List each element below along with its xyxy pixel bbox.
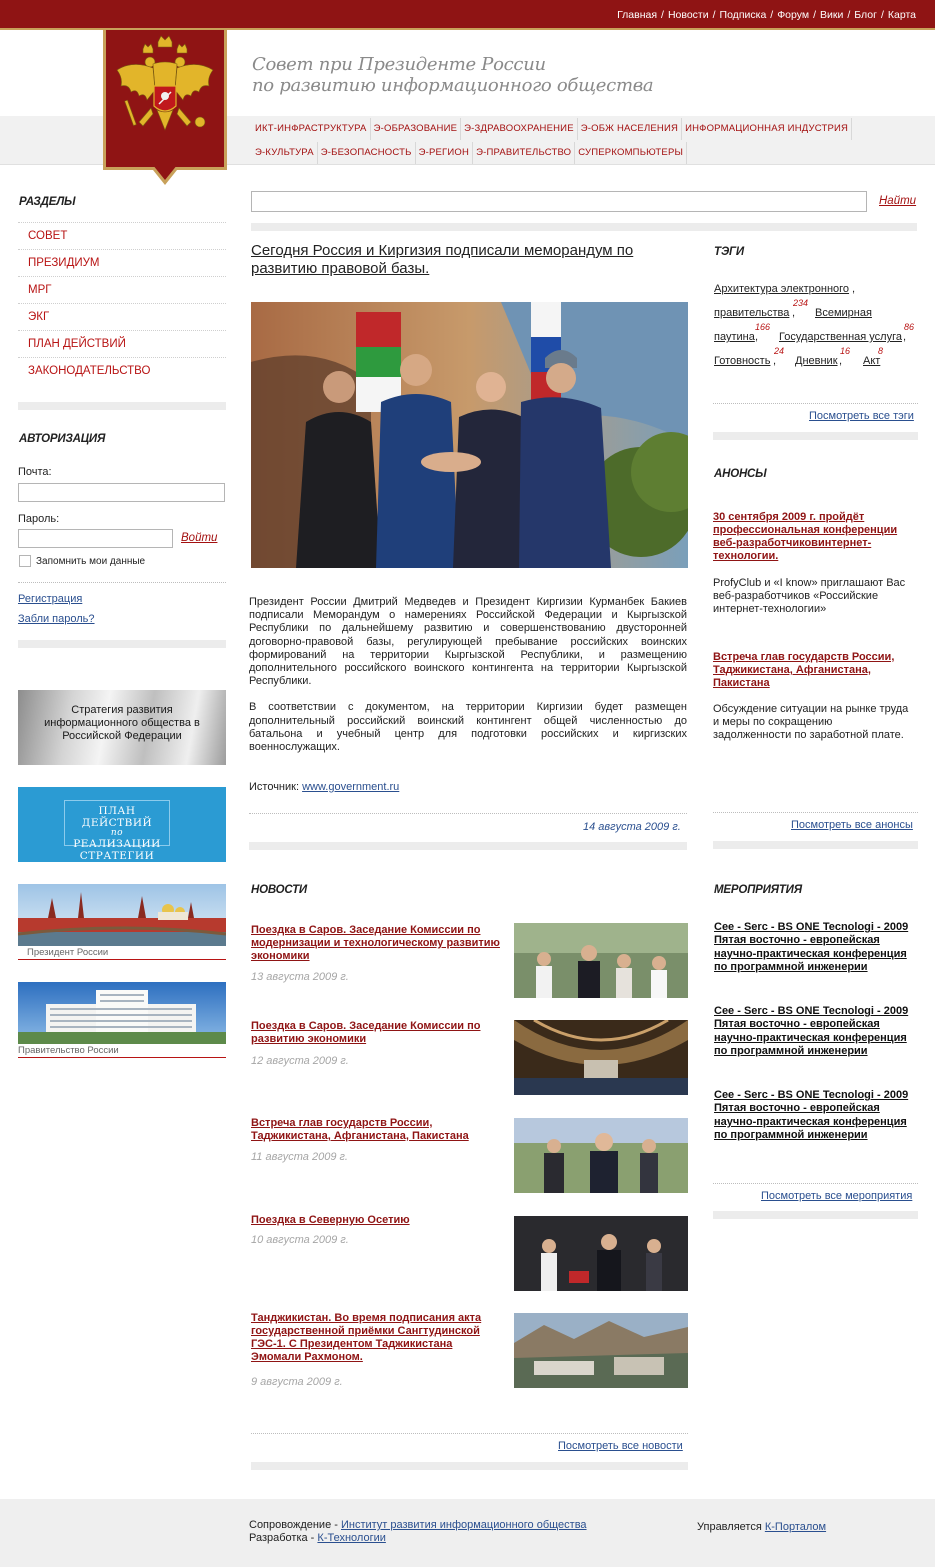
site-title-line2: по развитию информационного общества xyxy=(252,75,654,96)
strategy-banner-text: Стратегия развития информационного общества в Российской Федерации xyxy=(44,704,200,742)
category-e-security[interactable]: Э-БЕЗОПАСНОСТЬ xyxy=(318,142,416,164)
category-supercomputers[interactable]: СУПЕРКОМПЬЮТЕРЫ xyxy=(575,142,687,164)
sections-menu xyxy=(18,222,226,384)
tag-count: 86 xyxy=(904,322,915,332)
forgot-password-link[interactable]: Забли пароль? xyxy=(18,613,95,625)
sidebar-divider xyxy=(18,402,226,410)
anons-divider xyxy=(713,812,918,813)
site-title-line1: Совет при Президенте России xyxy=(252,54,546,75)
news-item-title xyxy=(251,924,501,963)
all-tags-link[interactable]: Посмотреть все тэги xyxy=(809,410,914,422)
news-item-date: 12 августа 2009 г. xyxy=(251,1055,349,1067)
article-date: 14 августа 2009 г. xyxy=(583,821,681,833)
category-e-population[interactable]: Э-ОБЖ НАСЕЛЕНИЯ xyxy=(578,118,682,140)
sidebar-divider xyxy=(18,640,226,648)
remember-label: Запомнить мои данные xyxy=(36,556,146,567)
event-item-description: Пятая восточно - европейская научно-практическая конференция по программной инженерии xyxy=(714,1018,907,1058)
news-item-date: 9 августа 2009 г. xyxy=(251,1376,343,1388)
footer-dev xyxy=(249,1532,386,1544)
tag-suffix: , xyxy=(852,283,856,295)
password-field[interactable] xyxy=(18,529,173,548)
category-ict-infrastructure[interactable]: ИКТ-ИНФРАСТРУКТУРА xyxy=(252,118,371,140)
email-field[interactable] xyxy=(18,483,225,502)
sidebar-item-legislation[interactable]: ЗАКОНОДАТЕЛЬСТВО xyxy=(18,357,226,384)
footer-managed-link[interactable]: К-Порталом xyxy=(764,1521,827,1533)
footer-managed-label: Управляется xyxy=(697,1521,762,1533)
source-link[interactable]: www.government.ru xyxy=(302,781,400,793)
article-bottom-bar xyxy=(249,842,687,850)
tag-suffix: , xyxy=(773,355,777,367)
category-e-education[interactable]: Э-ОБРАЗОВАНИЕ xyxy=(371,118,462,140)
news-item-link[interactable]: Поездка в Северную Осетию xyxy=(251,1214,410,1226)
tags-divider xyxy=(713,403,918,404)
event-item[interactable] xyxy=(714,1005,914,1059)
topnav-separator: / xyxy=(813,9,817,21)
action-plan-banner-line4: СТРАТЕГИИ xyxy=(79,850,155,862)
source-label: Источник: xyxy=(249,781,300,793)
tag-count: 166 xyxy=(755,322,771,332)
tag-suffix: , xyxy=(903,331,907,343)
category-e-healthcare[interactable]: Э-ЗДРАВООХРАНЕНИЕ xyxy=(461,118,578,140)
event-item-name: Cee - Serc - BS ONE Tecnologi - 2009 xyxy=(714,1089,909,1101)
news-item-date: 13 августа 2009 г. xyxy=(251,971,349,983)
anons-item-link[interactable]: Встреча глав государств России, Таджикистана, Афганистана, Пакистана xyxy=(713,651,895,689)
all-events-link[interactable]: Посмотреть все мероприятия xyxy=(761,1190,913,1202)
news-bottom-bar xyxy=(251,1462,688,1470)
sections-title: РАЗДЕЛЫ xyxy=(19,196,76,208)
search-button[interactable]: Найти xyxy=(879,195,917,207)
article-paragraph-2: В соответствии с документом, на территории Киргизии будет размещен дополнительный российский воинский контингент общей численностью до батальона и учебный центр для подготовки российских и киргизских военнослужащих. xyxy=(249,701,687,754)
tag-link[interactable]: Дневник xyxy=(795,355,838,367)
password-label: Пароль: xyxy=(18,513,60,525)
topnav-subscribe[interactable]: Подписка xyxy=(719,9,767,21)
top-navigation xyxy=(617,9,916,21)
article-source xyxy=(249,781,399,793)
login-button[interactable]: Войти xyxy=(181,532,218,544)
event-item-name: Cee - Serc - BS ONE Tecnologi - 2009 xyxy=(714,921,909,933)
action-plan-banner[interactable] xyxy=(18,787,226,862)
article-paragraph-1: Президент России Дмитрий Медведев и Президент Киргизии Курманбек Бакиев подписали Меморандум о намерениях Российской Федерации и Кыргызской Республики по дальнейшему развитию и совершенствованию двусторонней договорно-правовой базы, регулирующей пребывание российских воинских формирований на территории Кыргызской Республики, и размещению дополнительного российского воинского контингента на территории Кыргызской Республики. xyxy=(249,596,687,688)
footer-dev-label: Разработка - xyxy=(249,1532,315,1544)
category-row-2 xyxy=(252,141,852,165)
topnav-blog[interactable]: Блог xyxy=(854,9,877,21)
tag-suffix: , xyxy=(755,331,759,343)
email-label: Почта: xyxy=(18,466,52,478)
category-row-1 xyxy=(252,117,852,141)
sidebar-item-mrg[interactable]: МРГ xyxy=(18,276,226,303)
footer-dev-link[interactable]: К-Технологии xyxy=(317,1532,386,1544)
caption-underline xyxy=(18,959,226,960)
tag-link[interactable]: Государственная услуга xyxy=(779,331,902,343)
topnav-separator: / xyxy=(661,9,664,21)
topnav-forum[interactable]: Форум xyxy=(777,9,810,21)
events-bottom-bar xyxy=(713,1211,918,1219)
news-thumbnail[interactable] xyxy=(514,1216,688,1291)
category-navigation xyxy=(252,117,852,165)
topnav-separator: / xyxy=(770,9,774,21)
tag-link[interactable]: Архитектура электронного xyxy=(714,283,850,295)
all-anons-link[interactable]: Посмотреть все анонсы xyxy=(791,819,913,831)
news-thumbnail[interactable] xyxy=(514,1020,688,1095)
news-item-title xyxy=(251,1117,501,1143)
kremlin-image[interactable] xyxy=(18,884,226,946)
sidebar-item-ekg[interactable]: ЭКГ xyxy=(18,303,226,330)
anons-item-link[interactable]: 30 сентября 2009 г. пройдёт профессиональная конференции веб-разработчиковинтернет-технологии. xyxy=(713,511,898,562)
topnav-wiki[interactable]: Вики xyxy=(820,9,844,21)
events-title: МЕРОПРИЯТИЯ xyxy=(714,884,802,896)
anons-bottom-bar xyxy=(713,841,918,849)
anons-item-text: Обсуждение ситуации на рынке труда и меры по сокращению задолженности по заработной плате. xyxy=(713,703,909,742)
caption-underline xyxy=(18,1057,226,1058)
tag-count: 16 xyxy=(840,346,851,356)
event-item-name: Cee - Serc - BS ONE Tecnologi - 2009 xyxy=(714,1005,909,1017)
topnav-separator: / xyxy=(847,9,851,21)
footer xyxy=(0,1499,935,1567)
topnav-news[interactable]: Новости xyxy=(667,9,709,21)
action-plan-banner-line1: ПЛАН ДЕЙСТВИЙ xyxy=(81,805,153,829)
anons-title: АНОНСЫ xyxy=(714,468,767,480)
tags-title: ТЭГИ xyxy=(714,246,744,258)
tag-link[interactable]: Акт xyxy=(863,355,881,367)
event-item-description: Пятая восточно - европейская научно-практическая конференция по программной инженерии xyxy=(714,934,907,974)
remember-checkbox[interactable] xyxy=(19,555,31,567)
topnav-separator: / xyxy=(880,9,884,21)
category-e-region[interactable]: Э-РЕГИОН xyxy=(416,142,474,164)
government-house-image[interactable] xyxy=(18,982,226,1044)
tag-link[interactable]: правительства xyxy=(714,307,790,319)
tag-link[interactable]: паутина xyxy=(714,331,755,343)
anons-item-text: ProfyClub и «I know» приглашают Вас веб-разработчиков «Российские интернет-технологии» xyxy=(713,577,906,616)
tag-count: 24 xyxy=(774,346,785,356)
search-divider xyxy=(251,223,917,231)
sidebar-item-council[interactable]: СОВЕТ xyxy=(18,222,226,249)
site-title[interactable] xyxy=(252,54,653,96)
top-bar xyxy=(0,0,935,30)
action-plan-banner-line3: РЕАЛИЗАЦИИ xyxy=(73,838,161,850)
tag-count: 8 xyxy=(878,346,884,356)
footer-managed xyxy=(697,1521,826,1533)
event-item[interactable] xyxy=(714,1089,914,1143)
event-item-description: Пятая восточно - европейская научно-практическая конференция по программной инженерии xyxy=(714,1102,907,1142)
news-divider xyxy=(251,1433,688,1434)
news-item-date: 11 августа 2009 г. xyxy=(251,1151,348,1163)
events-divider xyxy=(713,1183,918,1184)
news-item-link[interactable]: Поездка в Саров. Заседание Комиссии по модернизации и технологическому развитию экономики xyxy=(251,924,500,962)
search-input[interactable] xyxy=(251,191,867,212)
news-item-link[interactable]: Танджикистан. Во время подписания акта государственной приёмки Сангтудинской ГЭС-1. С Президентом Таджикистана Эмомали Рахмоном. xyxy=(251,1312,482,1363)
topnav-home[interactable]: Главная xyxy=(617,9,658,21)
sidebar-item-action-plan[interactable]: ПЛАН ДЕЙСТВИЙ xyxy=(18,330,226,357)
president-caption[interactable]: Президент России xyxy=(27,947,109,958)
event-item[interactable] xyxy=(714,921,914,975)
action-plan-banner-frame xyxy=(64,800,170,862)
news-item-date: 10 августа 2009 г. xyxy=(251,1234,349,1246)
topnav-map[interactable]: Карта xyxy=(887,9,916,21)
article-title[interactable]: Сегодня Россия и Киргизия подписали меморандум по развитию правовой базы. xyxy=(251,242,634,277)
category-e-culture[interactable]: Э-КУЛЬТУРА xyxy=(252,142,318,164)
tag-suffix: , xyxy=(839,355,843,367)
article-divider xyxy=(249,813,687,814)
news-item-title xyxy=(251,1020,501,1046)
article-body xyxy=(249,596,687,767)
tag-link[interactable]: Готовность xyxy=(714,355,771,367)
register-link[interactable]: Регистрация xyxy=(18,593,83,605)
tag-suffix: , xyxy=(792,307,796,319)
news-title: НОВОСТИ xyxy=(251,884,307,896)
topnav-separator: / xyxy=(712,9,716,21)
strategy-banner[interactable] xyxy=(18,690,226,765)
news-item-title xyxy=(251,1312,501,1364)
government-caption[interactable]: Правительство России xyxy=(18,1045,119,1056)
tag-count: 234 xyxy=(793,298,809,308)
sidebar-item-presidium[interactable]: ПРЕЗИДИУМ xyxy=(18,249,226,276)
news-item-link[interactable]: Поездка в Саров. Заседание Комиссии по развитию экономики xyxy=(251,1020,481,1045)
action-plan-banner-line2: по xyxy=(110,828,124,838)
tag-link[interactable]: Всемирная xyxy=(815,307,872,319)
footer-support-label: Сопровождение - xyxy=(249,1519,338,1531)
auth-title: АВТОРИЗАЦИЯ xyxy=(19,433,106,445)
auth-divider xyxy=(18,582,226,583)
all-news-link[interactable]: Посмотреть все новости xyxy=(558,1440,683,1452)
news-item-title xyxy=(251,1214,501,1227)
coat-of-arms-logo[interactable] xyxy=(103,30,227,185)
news-thumbnail[interactable] xyxy=(514,1118,688,1193)
news-thumbnail[interactable] xyxy=(514,923,688,998)
news-thumbnail[interactable] xyxy=(514,1313,688,1388)
article-photo[interactable] xyxy=(251,302,688,568)
tags-bottom-bar xyxy=(713,432,918,440)
footer-support-link[interactable]: Институт развития информационного общества xyxy=(340,1519,587,1531)
category-e-government[interactable]: Э-ПРАВИТЕЛЬСТВО xyxy=(473,142,575,164)
footer-support xyxy=(249,1519,587,1531)
category-info-industry[interactable]: ИНФОРМАЦИОННАЯ ИНДУСТРИЯ xyxy=(682,118,852,140)
news-item-link[interactable]: Встреча глав государств России, Таджикистана, Афганистана, Пакистана xyxy=(251,1117,469,1142)
